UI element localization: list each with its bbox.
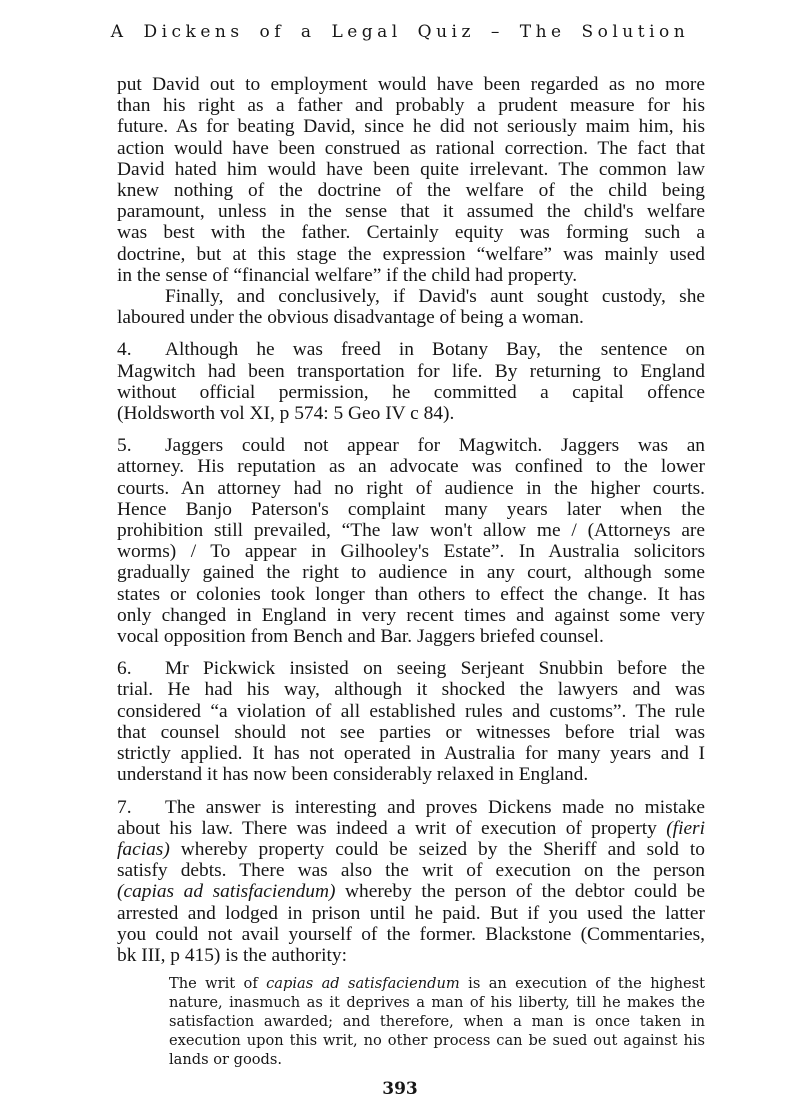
text-line: knew nothing of the doctrine of the welfare of the child being (117, 180, 705, 202)
text-line: Magwitch had been transportation for life. By returning to England (117, 360, 705, 382)
italic-term: capias ad satisfaciendum (266, 975, 460, 992)
blackstone-quote (169, 974, 705, 1069)
text-line: about his law. There was indeed a writ of execution of property (117, 817, 657, 839)
answer-number: 6. (117, 658, 132, 680)
answer-number: 7. (117, 796, 132, 818)
text-line: was best with the father. Certainly equity was forming such a (117, 222, 705, 244)
quote-line: lands or goods. (169, 1051, 283, 1068)
text-line: Although he was freed in Botany Bay, the sentence on (165, 339, 705, 361)
text-line: strictly applied. It has not operated in Australia for many years and I (117, 743, 705, 765)
quote-text: The writ of (169, 975, 258, 992)
text-line: prohibition still prevailed, “The law won't allow me / (Attorneys are (117, 520, 705, 542)
text-line: whereby property could be seized by the Sheriff and sold to (180, 838, 705, 860)
answer-5 (117, 435, 705, 647)
paragraph-aunt (117, 286, 705, 328)
answer-number: 4. (117, 339, 132, 361)
answer-4 (117, 339, 705, 424)
text-line: Hence Banjo Paterson's complaint many years later when the (117, 498, 705, 520)
text-line: in the sense of “financial welfare” if the child had property. (117, 264, 578, 286)
italic-term: (capias ad satisfaciendum) (117, 881, 336, 903)
text-line: states or colonies took longer than others to effect the change. It has (117, 583, 705, 605)
quote-line: execution upon this writ, no other process can be sued out against his (169, 1032, 705, 1049)
text-line: doctrine, but at this stage the expression “welfare” was mainly used (117, 243, 705, 265)
running-head: A Dickens of a Legal Quiz – The Solution (110, 22, 690, 42)
text-line: laboured under the obvious disadvantage of being a woman. (117, 307, 584, 329)
text-line: only changed in England in very recent times and against some very (117, 604, 705, 626)
answer-7 (117, 797, 705, 967)
page-number: 393 (382, 1079, 418, 1099)
text-line: without official permission, he committed a capital offence (117, 381, 705, 403)
text-line: (Holdsworth vol XI, p 574: 5 Geo IV c 84). (117, 403, 455, 425)
text-line: understand it has now been considerably relaxed in England. (117, 764, 589, 786)
text-line: Finally, and conclusively, if David's aunt sought custody, she (165, 286, 705, 308)
text-line: action would have been construed as rational correction. The fact that (117, 137, 705, 159)
text-line: considered “a violation of all established rules and customs”. The rule (117, 700, 705, 722)
italic-term: facias) (117, 838, 170, 860)
text-line: vocal opposition from Bench and Bar. Jaggers briefed counsel. (117, 626, 604, 648)
text-line: gradually gained the right to audience in any court, although some (117, 562, 705, 584)
text-line: David hated him would have been quite irrelevant. The common law (117, 158, 705, 180)
text-line: trial. He had his way, although it shocked the lawyers and was (117, 679, 705, 701)
text-line: future. As for beating David, since he did not seriously maim him, his (117, 116, 705, 138)
paragraph-continuation (117, 74, 705, 286)
text-line: paramount, unless in the sense that it assumed the child's welfare (117, 201, 705, 223)
answer-6 (117, 658, 705, 785)
text-line: Mr Pickwick insisted on seeing Serjeant Snubbin before the (165, 658, 705, 680)
quote-text: is an execution of the highest (468, 975, 705, 992)
text-line: arrested and lodged in prison until he paid. But if you used the latter (117, 902, 705, 924)
text-line: than his right as a father and probably a prudent measure for his (117, 95, 705, 117)
quote-line: nature, inasmuch as it deprives a man of his liberty, till he makes the (169, 994, 705, 1011)
text-line: worms) / To appear in Gilhooley's Estate”. In Australia solicitors (117, 541, 705, 563)
text-line: put David out to employment would have been regarded as no more (117, 74, 705, 95)
italic-term: (fieri (666, 817, 705, 839)
text-line: whereby the person of the debtor could be (345, 881, 705, 903)
quote-line: satisfaction awarded; and therefore, when a man is once taken in (169, 1013, 705, 1030)
text-line: The answer is interesting and proves Dickens made no mistake (165, 796, 705, 818)
text-line: that counsel should not see parties or witnesses before trial was (117, 721, 705, 743)
answer-number: 5. (117, 435, 132, 457)
text-line: you could not avail yourself of the former. Blackstone (Commentaries, (117, 923, 705, 945)
body-text (117, 74, 705, 966)
text-line: courts. An attorney had no right of audience in the higher courts. (117, 477, 705, 499)
text-line: bk III, p 415) is the authority: (117, 944, 347, 966)
text-line: satisfy debts. There was also the writ of execution on the person (117, 860, 705, 882)
text-line: Jaggers could not appear for Magwitch. Jaggers was an (165, 435, 705, 457)
text-line: attorney. His reputation as an advocate was confined to the lower (117, 456, 705, 478)
